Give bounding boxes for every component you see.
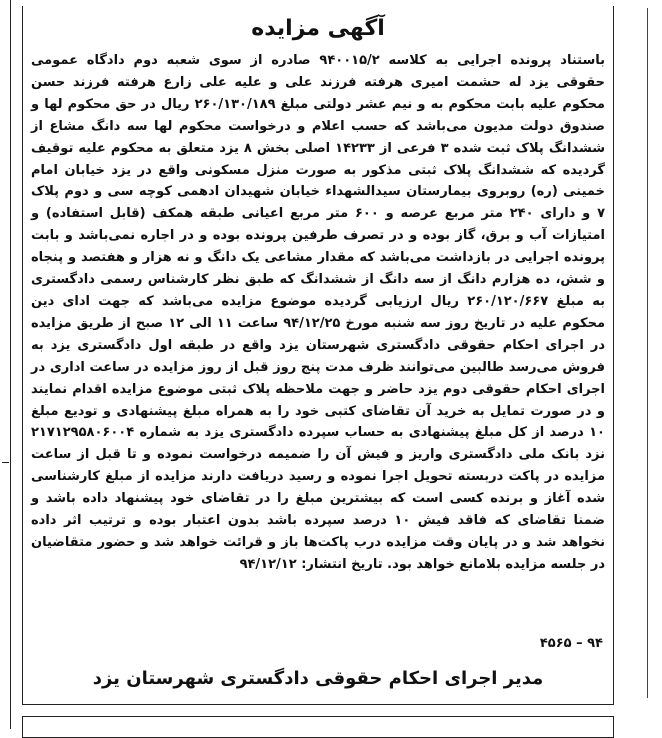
notice-body: باستناد پرونده اجرایی به کلاسه ۹۴۰۰۱۵/۲ صادره از سوی شعبه دوم دادگاه عمومی حقوقی یزد له حشمت امیری هرفته فرزند علی و علیه علی زارع هرفته فرزند حسن محکوم علیه بابت محکوم به و نیم عشر دولتی مبلغ ۲۶۰/۱۳۰/۱۸۹ ریال در حق محکوم لها و صندوق دولت مدیون می‌باشد که حسب اعلام و درخواست محکوم لها سه دانگ مشاع از ششدانگ پلاک ثبت شده ۳ فرعی از ۱۴۲۳۳ اصلی بخش ۸ یزد متعلق به محکوم علیه توقیف گردیده که ششدانگ پلاک ثبتی مذکور به صورت منزل مسکونی واقع در یزد خیابان امام خمینی (ره) روبروی بیمارستان سیدالشهداء خیابان شهیدان ادهمی کوچه سی و دوم پلاک ۷ و دارای ۲۴۰ متر مربع عرصه و ۶۰۰ متر مربع اعیانی طبقه همکف (قابل استفاده) و امتیازات آب و برق، گاز بوده و در تصرف طرفین پرونده بوده و در اجاره نمی‌باشد و بابت پرونده اجرایی در بازداشت می‌باشد که مقدار مشاعی یک دانگ و نه هزار و هفتصد و پنجاه و شش، ده هزارم دانگ از سه دانگ از ششدانگ که طبق نظر کارشناس رسمی دادگستری به مبلغ ۲۶۰/۱۲۰/۶۶۷ ریال ارزیابی گردیده موضوع مزایده می‌باشد که جهت ادای دین محکوم علیه در تاریخ روز سه شنبه مورخ ۹۴/۱۲/۲۵ ساعت ۱۱ الی ۱۲ صبح از طریق مزایده در اجرای احکام حقوقی دادگستری شهرستان یزد واقع در طبقه اول دادگستری یزد به فروش می‌رسد طالبین می‌توانند ظرف مدت پنج روز قبل از روز مزایده در ساعت اداری در اجرای احکام حقوقی دوم یزد حاضر و جهت ملاحظه پلاک ثبتی موضوع مزایده اقدام نمایند و در صورت تمایل به خرید آن تقاضای کتبی خود را به همراه مبلغ پیشنهادی و تودیع مبلغ ۱۰ درصد از کل مبلغ پیشنهادی به حساب سپرده دادگستری یزد به شماره ۲۱۷۱۲۹۵۸۰۶۰۰۴ نزد بانک ملی دادگستری واریز و فیش آن را ضمیمه درخواست نموده و تا قبل از ساعت مزایده در پاکت دربسته تحویل اجرا نموده و رسید دریافت دارند مزایده از مبلغ کارشناسی شده آغاز و برنده کسی است که بیشترین مبلغ را در تقاضای خود پیشنهاد داده باشد و ضمنا تقاضای که فاقد فیش ۱۰ درصد سپرده باشد بدون اعتبار بوده و ترتیب اثر داده نخواهد شد و در پایان وقت مزایده درب پاکت‌ها باز و قرائت خواهد شد و حضور متقاضیان در جلسه مزایده بلامانع خواهد بود. تاریخ انتشار: ۹۴/۱۲/۱۲ — [31, 53, 606, 572]
notice-code: ۴۵۶۵ – ۹۴ — [539, 636, 603, 651]
notice-signature: مدیر اجرای احکام حقوقی دادگستری شهرستان یزد — [92, 668, 544, 689]
left-column-border — [0, 0, 11, 729]
auction-notice — [22, 6, 614, 705]
title-container — [23, 16, 613, 41]
right-column-rule — [647, 8, 648, 698]
notice-title: آگهی مزایده — [251, 16, 385, 41]
left-column-divider — [2, 462, 9, 463]
next-notice-border — [22, 716, 614, 738]
